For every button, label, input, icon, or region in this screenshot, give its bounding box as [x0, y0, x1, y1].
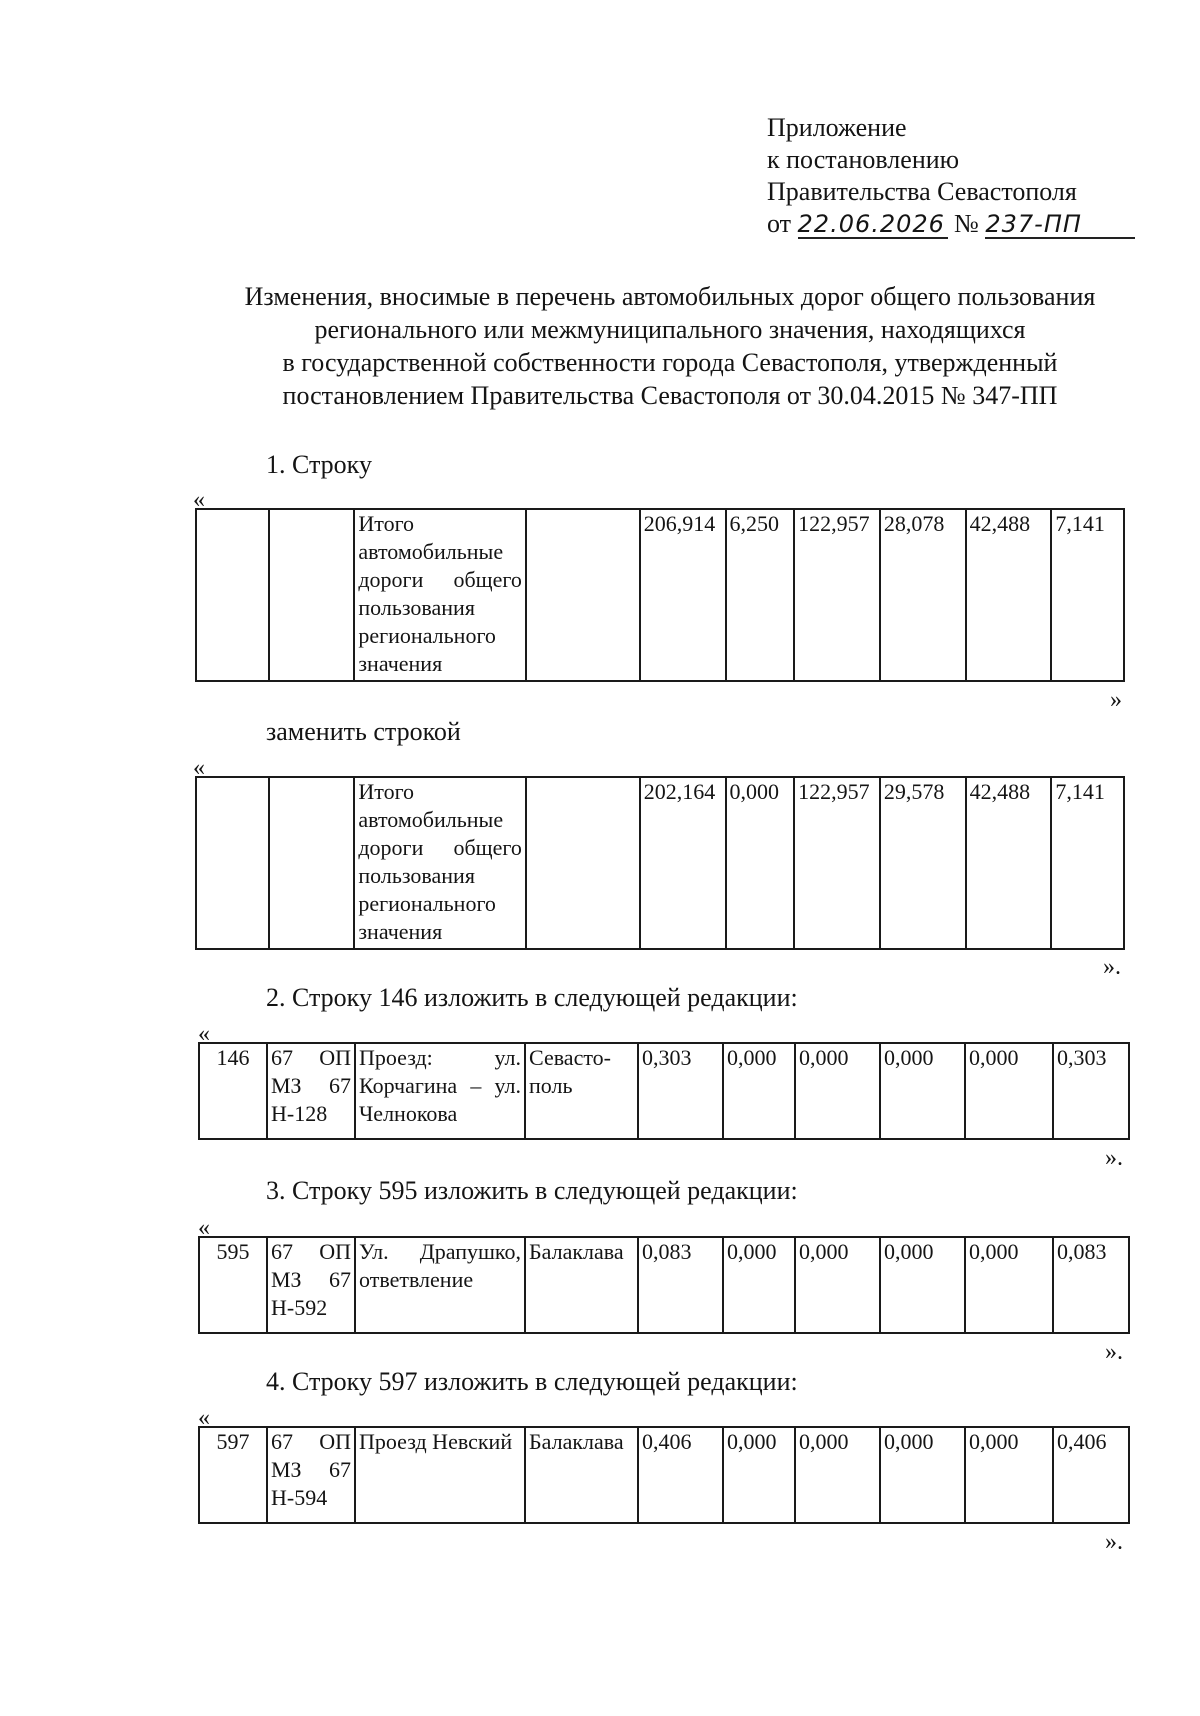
- cell-value: 0,000: [880, 1043, 965, 1139]
- cell-place: Севасто-поль: [525, 1043, 638, 1139]
- cell-value: 42,488: [966, 509, 1052, 681]
- number-sign: №: [954, 209, 979, 238]
- replace-label: заменить строкой: [266, 717, 461, 746]
- row-597: [198, 1426, 1130, 1524]
- cell-value: 0,000: [723, 1237, 795, 1333]
- cell-value: 122,957: [794, 777, 880, 949]
- appendix-line: Правительства Севастополя: [767, 177, 1077, 206]
- item-3-label: 3. Строку 595 изложить в следующей редакции:: [266, 1176, 798, 1205]
- open-quote: «: [193, 755, 205, 781]
- cell-num: 595: [199, 1237, 267, 1333]
- cell-value: 0,303: [638, 1043, 723, 1139]
- row-146: [198, 1042, 1130, 1140]
- cell-value: 28,078: [880, 509, 966, 681]
- cell-place: [526, 509, 640, 681]
- appendix-line: Приложение: [767, 113, 907, 142]
- cell-value: 202,164: [640, 777, 726, 949]
- new-total-row: [195, 776, 1125, 950]
- cell-value: 206,914: [640, 509, 726, 681]
- cell-value: 0,000: [795, 1427, 880, 1523]
- cell-value: 0,000: [795, 1237, 880, 1333]
- close-quote-dot: ».: [1105, 1339, 1123, 1365]
- close-quote-dot: ».: [1105, 1145, 1123, 1171]
- cell-value: 0,303: [1053, 1043, 1129, 1139]
- cell-value: 0,000: [965, 1237, 1053, 1333]
- open-quote: «: [198, 1021, 210, 1047]
- cell-value: 0,083: [638, 1237, 723, 1333]
- cell-num: 146: [199, 1043, 267, 1139]
- open-quote: «: [193, 487, 205, 513]
- title-line: постановлением Правительства Севастополя от 30.04.2015 № 347-ПП: [282, 381, 1058, 410]
- handwritten-number: 237-ПП: [985, 211, 1135, 239]
- cell-value: 0,000: [965, 1043, 1053, 1139]
- cell-value: 0,000: [723, 1043, 795, 1139]
- cell-value: 42,488: [966, 777, 1052, 949]
- appendix-header: [767, 112, 1135, 240]
- cell-value: 0,000: [880, 1237, 965, 1333]
- handwritten-date: 22.06.2026: [798, 211, 948, 239]
- cell-name: Итого автомобильные дороги общего пользования регионального значения: [354, 777, 525, 949]
- item-2-label: 2. Строку 146 изложить в следующей редакции:: [266, 983, 798, 1012]
- old-total-row: [195, 508, 1125, 682]
- title-line: в государственной собственности города Севастополя, утвержденный: [282, 348, 1058, 377]
- cell-value: 0,406: [1053, 1427, 1129, 1523]
- cell-name: Итого автомобильные дороги общего пользования регионального значения: [354, 509, 525, 681]
- cell-value: 7,141: [1051, 509, 1124, 681]
- close-quote-dot: ».: [1103, 954, 1121, 980]
- cell-num: [196, 777, 269, 949]
- cell-code: [269, 509, 355, 681]
- cell-value: 0,000: [723, 1427, 795, 1523]
- title-line: регионального или межмуниципального значения, находящихся: [314, 315, 1026, 344]
- cell-place: Балаклава: [525, 1237, 638, 1333]
- cell-value: 0,083: [1053, 1237, 1129, 1333]
- cell-code: 67 ОП МЗ 67 Н-128: [267, 1043, 355, 1139]
- cell-num: [196, 509, 269, 681]
- cell-num: 597: [199, 1427, 267, 1523]
- cell-value: 7,141: [1051, 777, 1124, 949]
- cell-value: 122,957: [794, 509, 880, 681]
- cell-value: 0,406: [638, 1427, 723, 1523]
- date-prefix: от: [767, 209, 792, 238]
- cell-value: 6,250: [726, 509, 795, 681]
- item-4-label: 4. Строку 597 изложить в следующей редакции:: [266, 1367, 798, 1396]
- cell-value: 0,000: [795, 1043, 880, 1139]
- row-595: [198, 1236, 1130, 1334]
- appendix-line: к постановлению: [767, 145, 960, 174]
- close-quote-dot: ».: [1105, 1529, 1123, 1555]
- cell-code: [269, 777, 355, 949]
- cell-value: 0,000: [726, 777, 795, 949]
- cell-value: 0,000: [965, 1427, 1053, 1523]
- cell-code: 67 ОП МЗ 67 Н-592: [267, 1237, 355, 1333]
- item-1-label: 1. Строку: [266, 450, 372, 479]
- cell-value: 0,000: [880, 1427, 965, 1523]
- appendix-date-line: [767, 208, 1135, 240]
- cell-place: Балаклава: [525, 1427, 638, 1523]
- cell-name: Проезд Невский: [355, 1427, 525, 1523]
- cell-place: [526, 777, 640, 949]
- close-quote: »: [1110, 687, 1122, 713]
- cell-code: 67 ОП МЗ 67 Н-594: [267, 1427, 355, 1523]
- open-quote: «: [198, 1405, 210, 1431]
- title-line: Изменения, вносимые в перечень автомобильных дорог общего пользования: [244, 282, 1096, 311]
- cell-value: 29,578: [880, 777, 966, 949]
- document-title: [160, 280, 1180, 412]
- cell-name: Проезд: ул. Корчагина – ул. Челнокова: [355, 1043, 525, 1139]
- open-quote: «: [198, 1215, 210, 1241]
- cell-name: Ул. Драпушко, ответвление: [355, 1237, 525, 1333]
